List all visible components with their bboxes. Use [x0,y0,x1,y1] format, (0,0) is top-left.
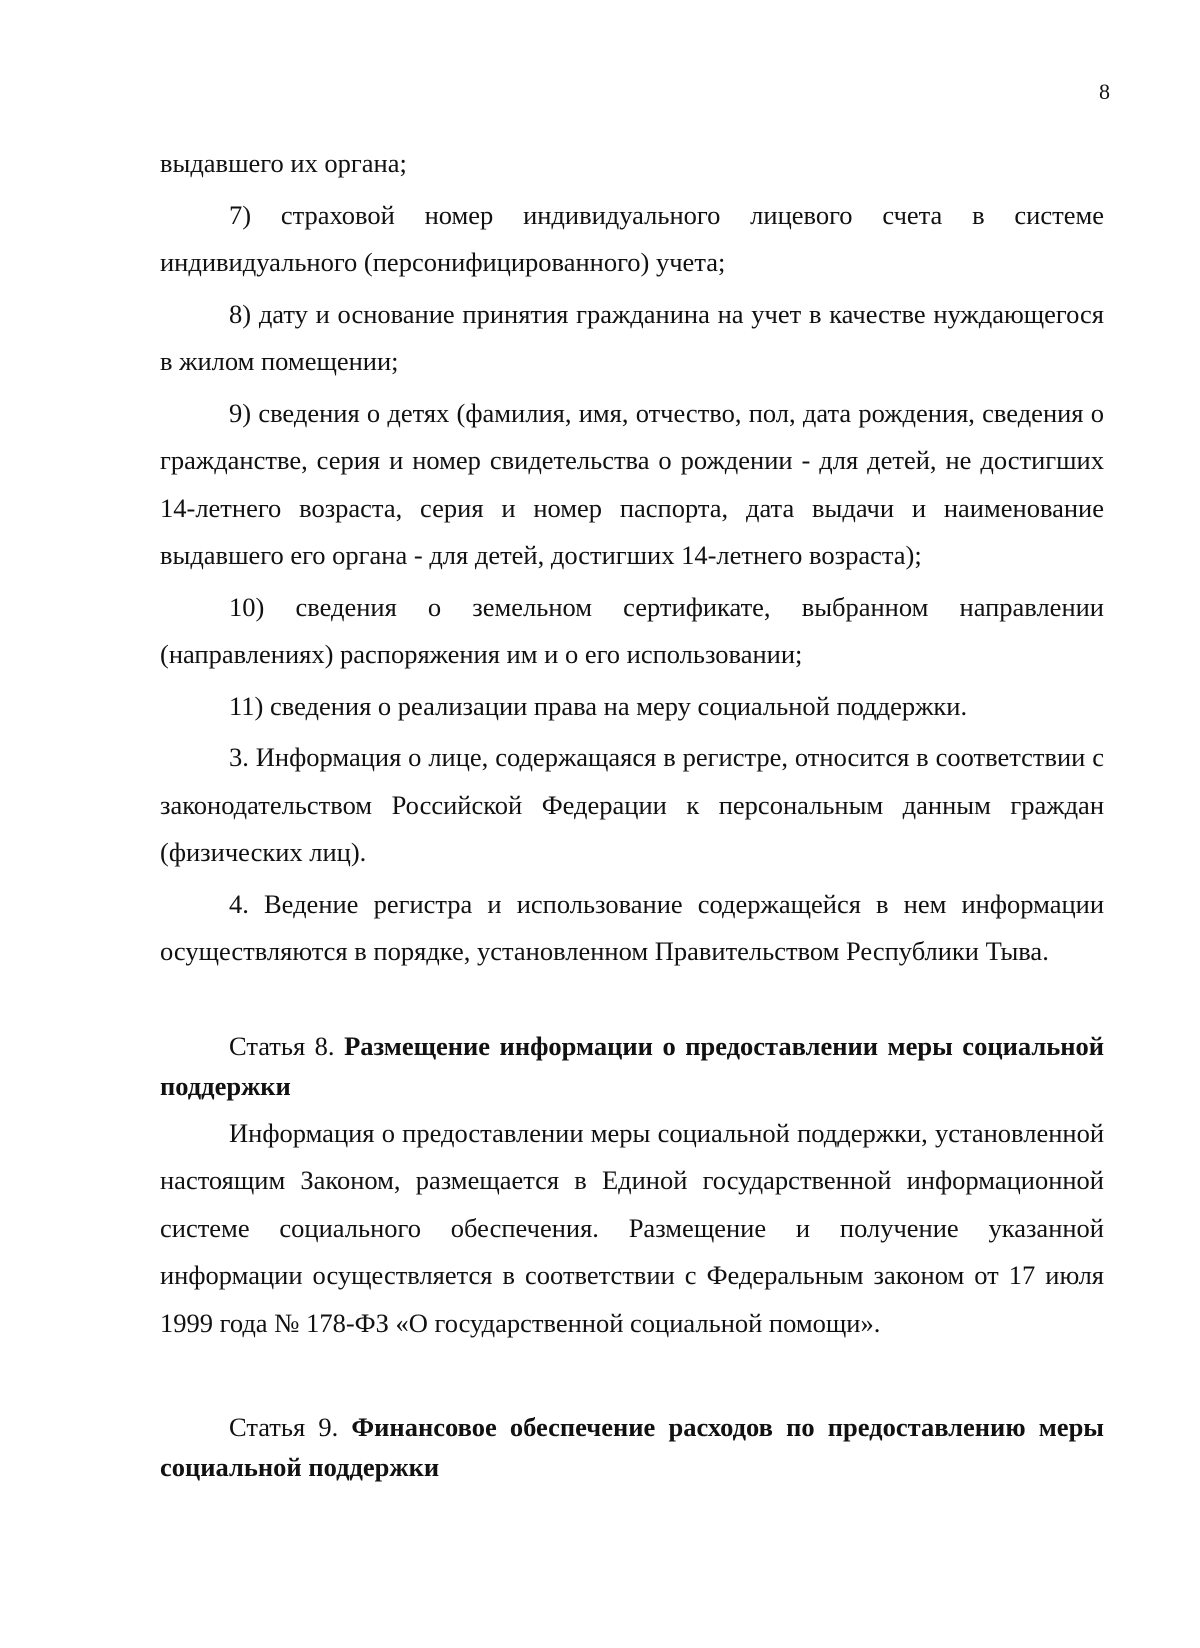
article-8-text: Информация о предоставлении меры социальной поддержки, установленной настоящим Законом, размещается в Единой государственной информационной системе социального обеспечения. Размещение и получение указанной информации осуществляется в соответствии с Федеральным законом от 17 июля 1999 года № 178-ФЗ «О государственной социальной помощи». [160,1117,1104,1338]
document-body [160,140,1104,1487]
article-9-title: Финансовое обеспечение расходов по предоставлению меры социальной поддержки [160,1412,1104,1482]
list-item-11: 11) сведения о реализации права на меру социальной поддержки. [229,690,968,721]
article-9-heading [160,1407,1104,1487]
article-9-label: Статья 9. [229,1412,339,1442]
article-8-heading [160,1026,1104,1106]
paragraph-continuation: выдавшего их органа; [160,148,407,178]
list-item-9: 9) сведения о детях (фамилия, имя, отчество, пол, дата рождения, сведения о гражданстве, серия и номер свидетельства о рождении - для детей, не достигших 14-летнего возраста, серия и номер паспорта, дата выдачи и наименование выдавшего его органа - для детей, достигших 14-летнего возраста); [160,397,1104,570]
clause-3: 3. Информация о лице, содержащаяся в регистре, относится в соответствии с законодательством Российской Федерации к персональным данным граждан (физических лиц). [160,742,1104,867]
clause-4: 4. Ведение регистра и использование содержащейся в нем информации осуществляются в порядке, установленном Правительством Республики Тыва. [160,888,1104,966]
page-number: 8 [1099,79,1110,104]
article-8-title: Размещение информации о предоставлении меры социальной поддержки [160,1030,1105,1101]
list-item-8: 8) дату и основание принятия гражданина на учет в качестве нуждающегося в жилом помещении; [160,298,1104,376]
list-item-7: 7) страховой номер индивидуального лицевого счета в системе индивидуального (персонифицированного) учета; [160,199,1104,277]
list-item-10: 10) сведения о земельном сертификате, выбранном направлении (направлениях) распоряжения им и о его использовании; [160,591,1104,669]
article-8-label: Статья 8. [229,1030,335,1061]
